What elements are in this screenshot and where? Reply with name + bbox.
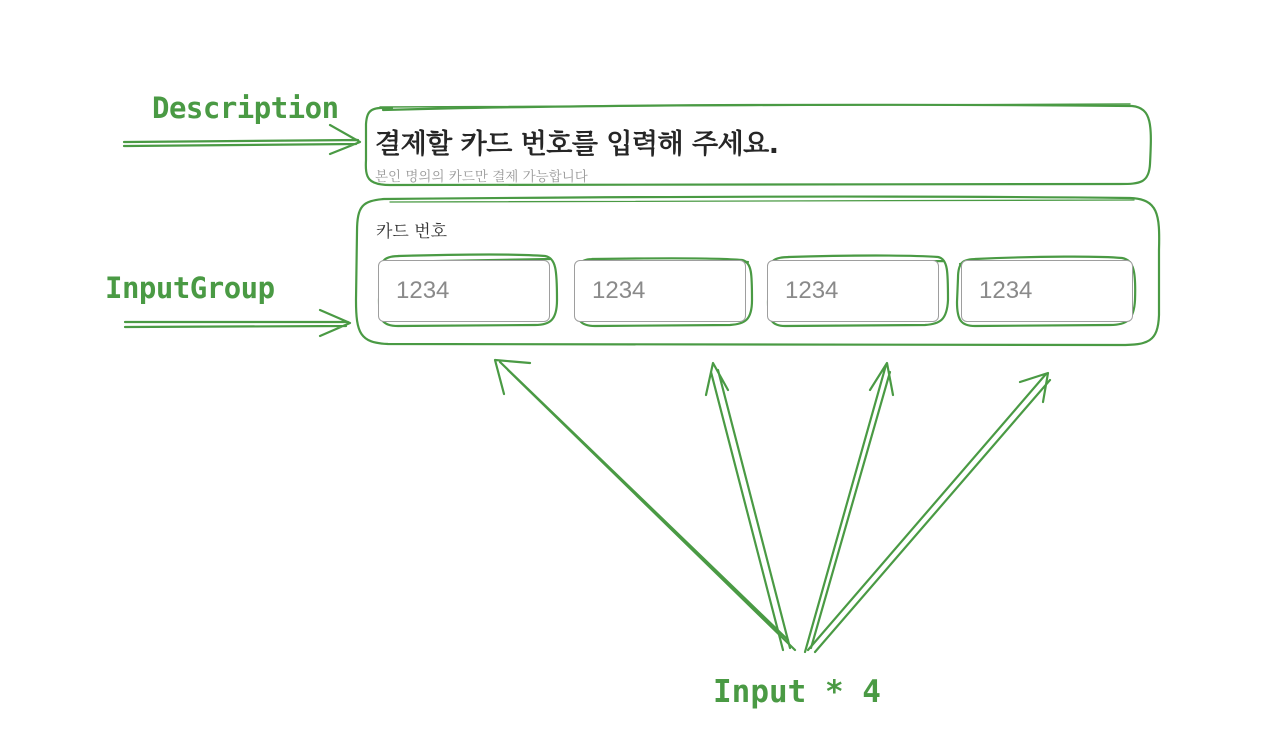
input-annotation: Input * 4 — [713, 674, 881, 710]
input-group-arrow — [125, 310, 350, 336]
input-arrow-2 — [706, 363, 790, 650]
input-arrow-1 — [495, 360, 795, 650]
card-number-input-1[interactable] — [378, 260, 550, 322]
card-number-input-3[interactable] — [767, 260, 939, 322]
input-arrow-3 — [805, 363, 893, 652]
input-group-annotation: InputGroup — [105, 271, 275, 305]
description-annotation: Description — [152, 91, 339, 125]
card-number-input-2[interactable] — [574, 260, 746, 322]
page-title: 결제할 카드 번호를 입력해 주세요. — [375, 129, 779, 160]
card-number-label: 카드 번호 — [376, 222, 448, 242]
page-subtitle: 본인 명의의 카드만 결제 가능합니다 — [375, 169, 588, 185]
description-arrow — [124, 125, 360, 154]
card-number-input-4[interactable] — [961, 260, 1133, 322]
